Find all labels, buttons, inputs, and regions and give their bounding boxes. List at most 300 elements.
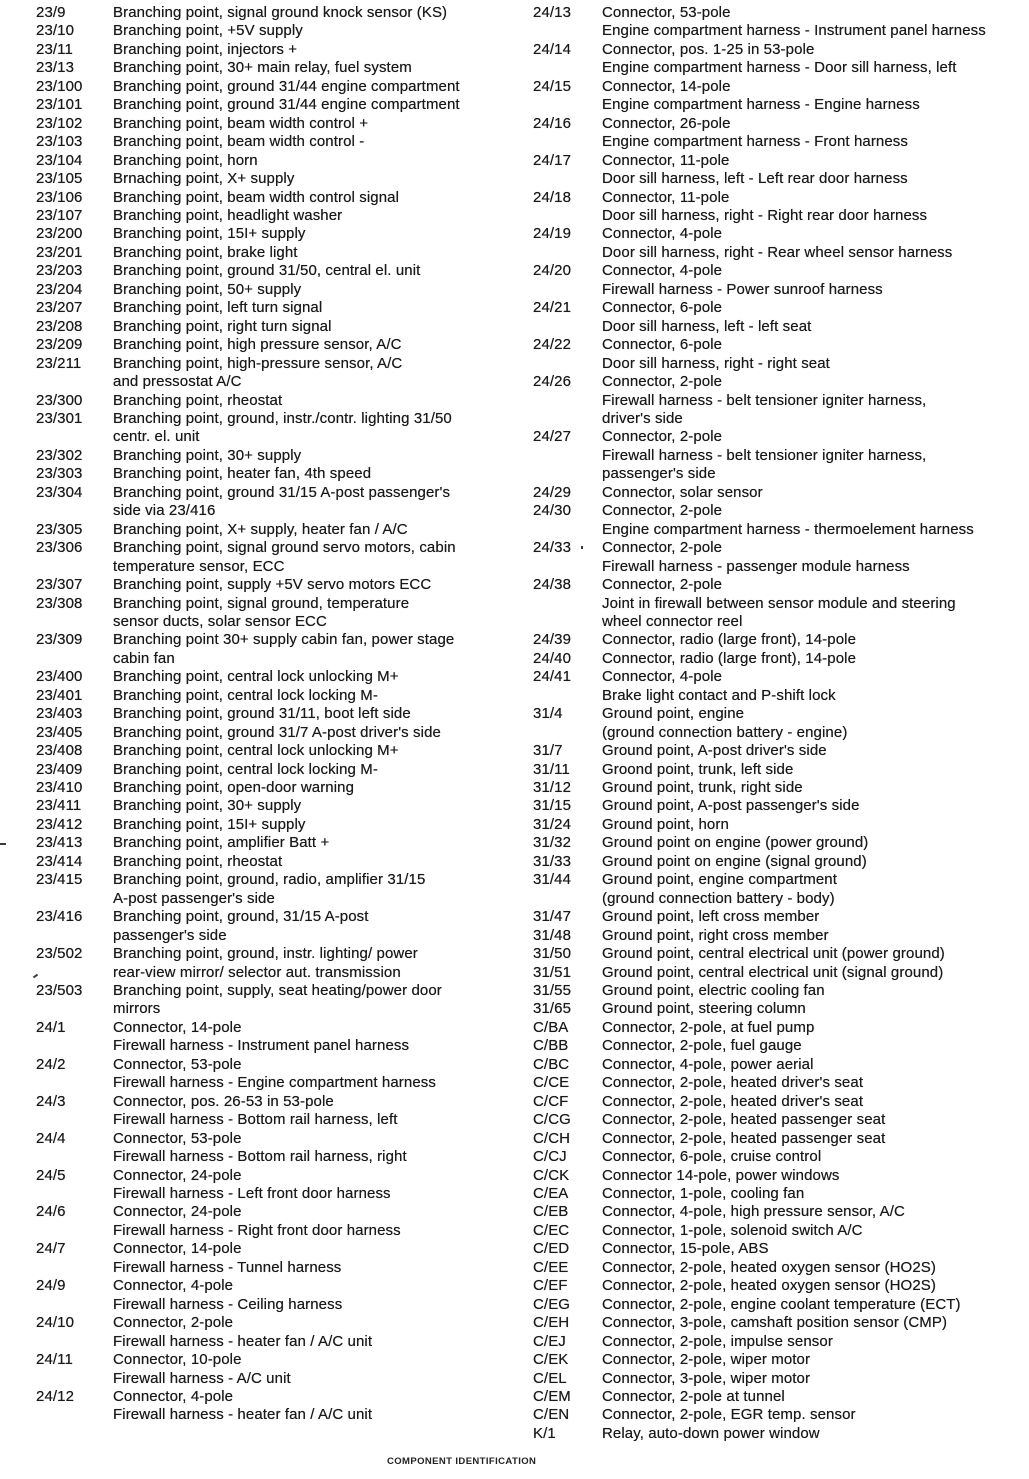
scan-artifact — [581, 546, 583, 549]
description-line: passenger's side — [113, 926, 227, 944]
component-description — [113, 724, 515, 742]
component-entry — [36, 96, 515, 114]
component-description — [602, 927, 1029, 945]
component-entry — [36, 779, 515, 797]
component-entry — [36, 152, 515, 170]
component-entry — [36, 355, 515, 392]
description-line: Connector, 2-pole, heated passenger seat — [602, 1129, 886, 1147]
description-line: and pressostat A/C — [113, 373, 242, 391]
component-entry — [533, 299, 1029, 336]
component-code: K/1 — [533, 1424, 556, 1442]
component-description — [113, 521, 515, 539]
component-description — [113, 1388, 515, 1425]
component-code: 23/105 — [36, 170, 83, 188]
component-entry — [533, 1314, 1029, 1332]
component-description — [602, 1148, 1029, 1166]
description-line: temperature sensor, ECC — [113, 557, 285, 575]
component-code: 24/13 — [533, 4, 572, 21]
component-entry — [36, 945, 515, 982]
component-entry — [36, 318, 515, 336]
component-description — [602, 225, 1029, 262]
description-line: Connector, 24-pole — [113, 1203, 242, 1221]
description-line: Branching point, brake light — [113, 243, 298, 261]
component-entry — [533, 964, 1029, 982]
component-column-right — [515, 4, 1029, 1443]
component-entry — [36, 1130, 515, 1167]
scan-artifact — [0, 843, 6, 845]
component-code: 24/2 — [36, 1055, 66, 1073]
component-entry — [533, 225, 1029, 262]
component-code: C/EG — [533, 1295, 571, 1313]
component-entry — [36, 1240, 515, 1277]
description-line: Branching point, 15I+ supply — [113, 815, 306, 833]
component-code: 23/200 — [36, 225, 83, 243]
component-entry — [533, 761, 1029, 779]
component-entry — [533, 631, 1029, 649]
description-line: Ground point, engine — [602, 705, 745, 723]
description-line: Connector, 10-pole — [113, 1351, 242, 1369]
component-entry — [36, 115, 515, 133]
description-line: A-post passenger's side — [113, 889, 275, 907]
description-line: Engine compartment harness - Door sill harness, left — [602, 59, 957, 77]
component-description — [602, 1314, 1029, 1332]
component-description — [602, 964, 1029, 982]
component-description — [113, 299, 515, 317]
description-line: Door sill harness, left - Left rear door harness — [602, 170, 908, 188]
description-line: Connector, 2-pole — [602, 373, 723, 391]
component-description — [602, 797, 1029, 815]
description-line: Connector, 2-pole, heated oxygen sensor (HO2S) — [602, 1277, 936, 1295]
component-description — [113, 853, 515, 871]
component-code: 31/50 — [533, 945, 572, 963]
component-code: 31/44 — [533, 871, 572, 889]
description-line: Door sill harness, left - left seat — [602, 317, 812, 335]
component-code: 24/11 — [36, 1351, 73, 1369]
component-description — [113, 152, 515, 170]
description-line: Ground point, electric cooling fan — [602, 982, 825, 1000]
component-description — [113, 336, 515, 354]
component-description — [602, 1167, 1029, 1185]
component-code: C/CK — [533, 1166, 570, 1184]
component-code: 23/300 — [36, 391, 83, 409]
component-description — [113, 1314, 515, 1351]
component-description — [113, 539, 515, 576]
description-line: Connector, 2-pole, impulse sensor — [602, 1332, 833, 1350]
component-code: 24/39 — [533, 631, 572, 649]
component-column-left — [0, 4, 515, 1443]
component-code: 24/30 — [533, 502, 572, 520]
description-line: Branching point, ground, instr. lighting/ power — [113, 945, 418, 963]
component-description — [113, 447, 515, 465]
description-line: Branching point, ground 31/44 engine compartment — [113, 77, 460, 95]
component-code: 24/21 — [533, 299, 572, 317]
component-entry — [533, 1000, 1029, 1018]
component-code: C/BC — [533, 1055, 570, 1073]
component-entry — [36, 410, 515, 447]
component-entry — [36, 78, 515, 96]
component-entry — [533, 1406, 1029, 1424]
component-code: 23/308 — [36, 594, 83, 612]
description-line: Ground point, central electrical unit (power ground) — [602, 945, 945, 963]
description-line: Branching point, heater fan, 4th speed — [113, 465, 372, 483]
component-description — [602, 1074, 1029, 1092]
description-line: Branching point, open-door warning — [113, 779, 355, 797]
description-line: Connector, 4-pole — [602, 262, 723, 280]
component-code: C/ED — [533, 1240, 570, 1258]
description-line: Firewall harness - belt tensioner igniter harness, — [602, 446, 927, 464]
component-description — [602, 539, 1029, 576]
component-description — [113, 22, 515, 40]
component-description — [602, 262, 1029, 299]
component-description — [602, 853, 1029, 871]
component-description — [602, 1130, 1029, 1148]
description-line: Connector, 4-pole, power aerial — [602, 1055, 814, 1073]
component-code: 31/48 — [533, 926, 572, 944]
component-code: 23/302 — [36, 446, 83, 464]
component-description — [113, 189, 515, 207]
description-line: Branching point, headlight washer — [113, 206, 343, 224]
component-entry — [36, 816, 515, 834]
description-line: Branching point, beam width control - — [113, 133, 365, 151]
component-entry — [36, 742, 515, 760]
description-line: Door sill harness, right - Rear wheel sensor harness — [602, 243, 953, 261]
description-line: Connector, 2-pole, at fuel pump — [602, 1018, 815, 1036]
description-line: Ground point, steering column — [602, 1000, 806, 1018]
component-entry — [36, 392, 515, 410]
component-description — [113, 392, 515, 410]
component-entry — [533, 797, 1029, 815]
component-description — [602, 115, 1029, 152]
component-description — [602, 373, 1029, 428]
component-code: 23/306 — [36, 539, 83, 557]
component-code: 23/207 — [36, 299, 83, 317]
component-entry — [533, 705, 1029, 742]
component-code: C/EL — [533, 1369, 567, 1387]
description-line: cabin fan — [113, 649, 175, 667]
component-entry — [36, 1277, 515, 1314]
component-entry — [36, 576, 515, 594]
component-description — [113, 244, 515, 262]
description-line: Firewall harness - heater fan / A/C unit — [113, 1406, 373, 1424]
description-line: Branching point, 50+ supply — [113, 280, 302, 298]
component-code: 23/103 — [36, 133, 83, 151]
component-code: 23/401 — [36, 686, 83, 704]
description-line: Connector, 15-pole, ABS — [602, 1240, 769, 1258]
description-line: Firewall harness - Left front door harness — [113, 1185, 391, 1202]
component-entry — [36, 1167, 515, 1204]
description-line: Connector, 4-pole, high pressure sensor, A/C — [602, 1203, 905, 1221]
component-code: C/EN — [533, 1406, 570, 1424]
component-code: 23/208 — [36, 317, 83, 335]
description-line: passenger's side — [602, 465, 716, 483]
description-line: Branching point, ground, 31/15 A-post — [113, 908, 369, 926]
component-entry — [533, 189, 1029, 226]
component-code: 24/4 — [36, 1129, 66, 1147]
component-code: 23/204 — [36, 280, 83, 298]
description-line: Branching point, injectors + — [113, 40, 298, 58]
description-line: Firewall harness - Right front door harness — [113, 1221, 401, 1239]
component-code: 23/301 — [36, 409, 83, 427]
description-line: Branching point, rheostat — [113, 852, 283, 870]
component-entry — [36, 244, 515, 262]
component-code: 23/415 — [36, 871, 83, 889]
description-line: Groond point, trunk, left side — [602, 760, 794, 778]
component-code: C/EK — [533, 1351, 569, 1369]
description-line: Firewall harness - Bottom rail harness, right — [113, 1148, 407, 1166]
description-line: Branching point, central lock unlocking M+ — [113, 668, 399, 686]
component-code: 31/11 — [533, 760, 570, 778]
component-description — [113, 871, 515, 908]
component-description — [602, 1093, 1029, 1111]
description-line: Branching point, right turn signal — [113, 317, 332, 335]
component-description — [602, 1333, 1029, 1351]
description-line: Ground point, central electrical unit (signal ground) — [602, 963, 944, 981]
component-entry — [533, 1370, 1029, 1388]
component-entry — [533, 1111, 1029, 1129]
description-line: Firewall harness - Instrument panel harness — [113, 1037, 410, 1055]
component-description — [602, 871, 1029, 908]
component-entry — [36, 465, 515, 483]
description-line: Branching point, ground 31/7 A-post driver's side — [113, 723, 441, 741]
component-code: 23/10 — [36, 22, 75, 40]
component-code: 31/12 — [533, 779, 572, 797]
component-entry — [36, 170, 515, 188]
description-line: Ground point, horn — [602, 815, 729, 833]
description-line: mirrors — [113, 1000, 161, 1018]
component-entry — [36, 797, 515, 815]
description-line: Connector, 6-pole — [602, 336, 723, 354]
description-line: Branching point, supply +5V servo motors ECC — [113, 576, 432, 594]
component-description — [602, 428, 1029, 483]
description-line: Ground point on engine (power ground) — [602, 834, 869, 852]
description-line: Firewall harness - passenger module harness — [602, 557, 910, 575]
component-description — [113, 410, 515, 447]
component-description — [113, 96, 515, 114]
component-entry — [533, 1240, 1029, 1258]
description-line: Branching point, high-pressure sensor, A/C — [113, 354, 403, 372]
component-description — [113, 1056, 515, 1093]
component-code: C/CE — [533, 1074, 570, 1092]
component-description — [113, 281, 515, 299]
component-entry — [533, 1203, 1029, 1221]
description-line: Firewall harness - Tunnel harness — [113, 1258, 342, 1276]
description-line: wheel connector reel — [602, 612, 743, 630]
description-line: Firewall harness - Engine compartment harness — [113, 1074, 436, 1092]
component-description — [113, 687, 515, 705]
component-entry — [36, 1056, 515, 1093]
component-entry — [36, 1203, 515, 1240]
description-line: Ground point, A-post passenger's side — [602, 797, 860, 815]
component-code: 23/410 — [36, 779, 83, 797]
component-description — [113, 779, 515, 797]
component-entry — [533, 373, 1029, 428]
component-entry — [36, 133, 515, 151]
description-line: Branching point, horn — [113, 151, 258, 169]
description-line: Connector, 4-pole — [113, 1387, 234, 1405]
component-entry — [36, 484, 515, 521]
component-entry — [533, 1167, 1029, 1185]
component-code: 24/33 — [533, 539, 572, 557]
component-entry — [533, 668, 1029, 705]
component-description — [602, 816, 1029, 834]
component-description — [113, 318, 515, 336]
component-entry — [533, 4, 1029, 41]
description-line: Engine compartment harness - Front harness — [602, 133, 909, 151]
description-line: Connector, radio (large front), 14-pole — [602, 649, 857, 667]
component-description — [602, 1406, 1029, 1424]
component-entry — [533, 834, 1029, 852]
component-code: 23/503 — [36, 982, 83, 1000]
component-description — [602, 1351, 1029, 1369]
description-line: (ground connection battery - body) — [602, 889, 835, 907]
component-code: 23/416 — [36, 908, 83, 926]
component-code: C/CF — [533, 1092, 569, 1110]
component-description — [113, 761, 515, 779]
component-description — [602, 650, 1029, 668]
component-description — [602, 484, 1029, 502]
description-line: Branching point, ground 31/15 A-post passenger's — [113, 483, 451, 501]
description-line: Connector 14-pole, power windows — [602, 1166, 840, 1184]
component-description — [602, 1259, 1029, 1277]
component-code: C/EC — [533, 1221, 570, 1239]
component-code: 24/40 — [533, 649, 572, 667]
description-line: Firewall harness - heater fan / A/C unit — [113, 1332, 373, 1350]
description-line: Branching point, X+ supply, heater fan / A/C — [113, 520, 408, 538]
component-description — [602, 336, 1029, 373]
component-code: 23/209 — [36, 336, 83, 354]
component-code: 24/1 — [36, 1018, 66, 1036]
component-entry — [533, 41, 1029, 78]
description-line: Ground point, A-post driver's side — [602, 742, 827, 760]
component-entry — [36, 1314, 515, 1351]
component-code: 24/10 — [36, 1314, 75, 1332]
description-line: Connector, 2-pole, wiper motor — [602, 1351, 811, 1369]
component-entry — [533, 1185, 1029, 1203]
component-code: 23/211 — [36, 354, 82, 372]
description-line: Connector, 53-pole — [113, 1055, 242, 1073]
component-code: C/EM — [533, 1387, 571, 1405]
component-description — [113, 816, 515, 834]
component-description — [113, 207, 515, 225]
description-line: Connector, 11-pole — [602, 188, 730, 206]
description-line: Connector, 4-pole — [113, 1277, 234, 1295]
component-entry — [533, 1277, 1029, 1295]
component-description — [602, 1277, 1029, 1295]
component-entry — [36, 1351, 515, 1388]
description-line: Brnaching point, X+ supply — [113, 170, 295, 188]
component-code: 23/201 — [36, 243, 83, 261]
component-code: C/EA — [533, 1185, 569, 1202]
description-line: Connector, 2-pole, heated oxygen sensor (HO2S) — [602, 1258, 936, 1276]
component-code: 24/16 — [533, 114, 572, 132]
component-code: 23/411 — [36, 797, 82, 815]
component-code: 24/22 — [533, 336, 572, 354]
description-line: Branching point, high pressure sensor, A/C — [113, 336, 402, 354]
component-entry — [36, 336, 515, 354]
component-entry — [533, 1056, 1029, 1074]
component-entry — [36, 1093, 515, 1130]
description-line: Branching point, amplifier Batt + — [113, 834, 330, 852]
description-line: Engine compartment harness - Instrument panel harness — [602, 22, 986, 40]
component-entry — [533, 1148, 1029, 1166]
description-line: sensor ducts, solar sensor ECC — [113, 612, 327, 630]
component-description — [113, 170, 515, 188]
component-entry — [36, 299, 515, 317]
component-code: 24/19 — [533, 225, 572, 243]
component-code: 24/29 — [533, 483, 572, 501]
component-code: 23/203 — [36, 262, 83, 280]
description-line: Connector, 24-pole — [113, 1166, 242, 1184]
description-line: Connector, 53-pole — [602, 4, 731, 21]
component-code: 31/65 — [533, 1000, 572, 1018]
component-code: C/EB — [533, 1203, 569, 1221]
component-description — [602, 4, 1029, 41]
component-entry — [36, 834, 515, 852]
component-code: 24/5 — [36, 1166, 66, 1184]
description-line: Firewall harness - Power sunroof harness — [602, 280, 883, 298]
component-code: 23/304 — [36, 483, 83, 501]
description-line: Connector, 14-pole — [113, 1018, 242, 1036]
component-entry — [533, 908, 1029, 926]
description-line: Connector, 14-pole — [113, 1240, 242, 1258]
component-description — [602, 299, 1029, 336]
component-entry — [533, 945, 1029, 963]
component-description — [113, 1130, 515, 1167]
component-entry — [533, 152, 1029, 189]
component-code: 31/15 — [533, 797, 572, 815]
component-description — [113, 834, 515, 852]
component-description — [113, 355, 515, 392]
component-code: 23/107 — [36, 206, 83, 224]
component-code: 24/9 — [36, 1277, 66, 1295]
component-entry — [533, 1222, 1029, 1240]
component-description — [113, 668, 515, 686]
component-description — [602, 742, 1029, 760]
component-description — [602, 982, 1029, 1000]
component-entry — [36, 4, 515, 22]
description-line: Branching point, central lock unlocking M+ — [113, 742, 399, 760]
component-description — [113, 631, 515, 668]
component-description — [113, 797, 515, 815]
component-description — [602, 705, 1029, 742]
component-entry — [533, 927, 1029, 945]
component-entry — [36, 189, 515, 207]
component-description — [602, 576, 1029, 631]
description-line: Connector, 3-pole, wiper motor — [602, 1369, 811, 1387]
component-entry — [36, 281, 515, 299]
component-entry — [36, 262, 515, 280]
component-code: 24/20 — [533, 262, 572, 280]
component-description — [602, 1425, 1029, 1443]
component-description — [602, 1037, 1029, 1055]
description-line: Connector, 6-pole — [602, 299, 723, 317]
component-entry — [533, 78, 1029, 115]
component-description — [113, 595, 515, 632]
component-entry — [36, 41, 515, 59]
component-description — [113, 705, 515, 723]
description-line: Engine compartment harness - thermoelement harness — [602, 520, 974, 538]
description-line: Connector, pos. 1-25 in 53-pole — [602, 40, 815, 58]
component-description — [113, 1019, 515, 1056]
component-description — [602, 78, 1029, 115]
description-line: Branching point, supply, seat heating/power door — [113, 982, 442, 1000]
description-line: Joint in firewall between sensor module and steering — [602, 594, 956, 612]
description-line: Ground point, left cross member — [602, 908, 820, 926]
component-entry — [36, 908, 515, 945]
component-code: 23/9 — [36, 4, 66, 21]
component-code: 23/104 — [36, 151, 83, 169]
component-description — [602, 1388, 1029, 1406]
